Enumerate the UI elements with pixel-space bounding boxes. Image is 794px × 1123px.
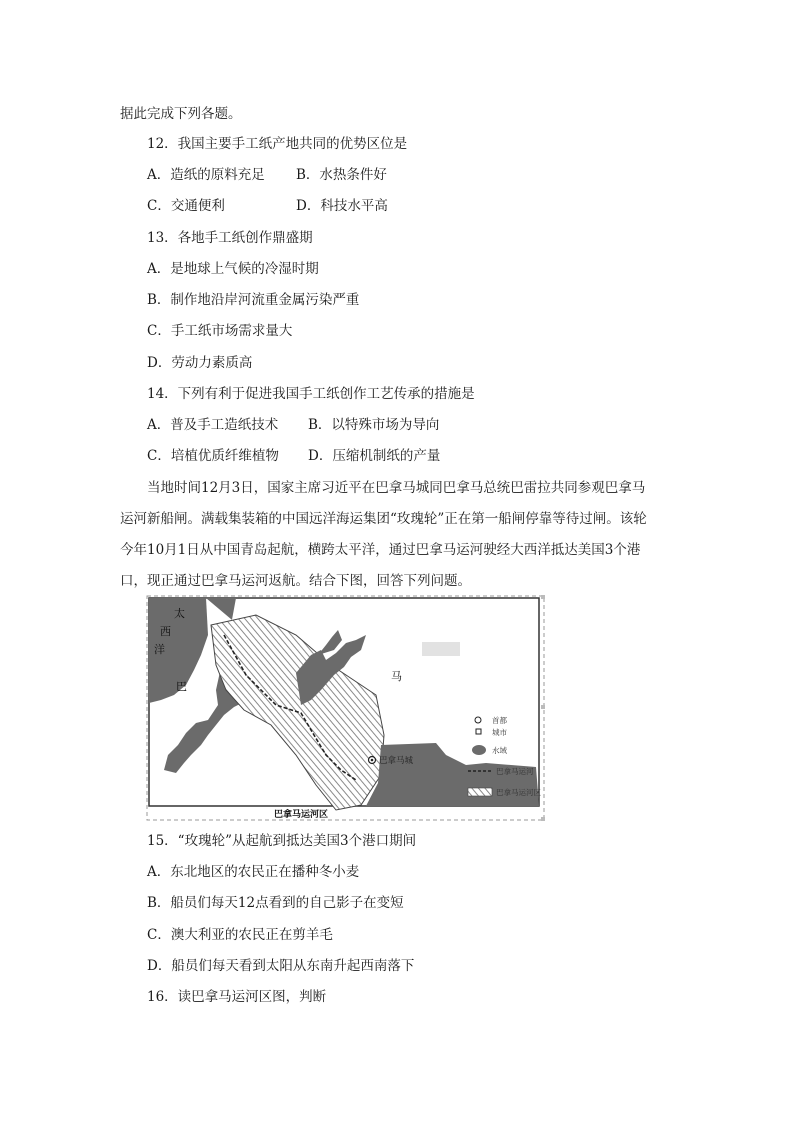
map-region-char-1: 太 <box>174 607 185 620</box>
question-14-option-c: C．培植优质纤维植物 <box>147 448 279 464</box>
legend-canal-zone-icon <box>468 788 492 796</box>
question-12-stem: 12．我国主要手工纸产地共同的优势区位是 <box>147 136 408 152</box>
question-14-option-a: A．普及手工造纸技术 <box>147 417 279 433</box>
instruction-text: 据此完成下列各题。 <box>120 106 242 122</box>
panama-canal-map <box>146 595 546 823</box>
passage-line-1: 当地时间12月3日，国家主席习近平在巴拿马城同巴拿马总统巴雷拉共同参观巴拿马 <box>147 480 646 496</box>
map-region-char-4: 巴 <box>176 680 187 693</box>
question-12-option-c: C．交通便利 <box>147 198 225 214</box>
question-15-option-c: C．澳大利亚的农民正在剪羊毛 <box>147 927 333 943</box>
legend-city: 城市 <box>492 728 507 737</box>
question-13-option-b: B．制作地沿岸河流重金属污染严重 <box>147 292 360 308</box>
question-14-option-b: B．以特殊市场为导向 <box>308 417 440 433</box>
legend-water: 水域 <box>492 746 507 755</box>
question-16-stem: 16．读巴拿马运河区图，判断 <box>147 989 327 1005</box>
image-artifact <box>422 642 460 656</box>
map-region-char-5: 马 <box>391 670 402 683</box>
legend-canal: 巴拿马运河 <box>496 767 534 776</box>
capital-marker-dot <box>371 759 374 762</box>
question-15-stem: 15．“玫瑰轮”从起航到抵达美国3个港口期间 <box>147 833 417 849</box>
question-14-stem: 14．下列有利于促进我国手工纸创作工艺传承的措施是 <box>147 386 475 402</box>
map-caption: 巴拿马运河区 <box>274 810 329 820</box>
map-region-char-2: 西 <box>160 625 171 638</box>
question-15-option-a: A．东北地区的农民正在播种冬小麦 <box>147 864 360 880</box>
question-13-stem: 13．各地手工纸创作鼎盛期 <box>147 230 313 246</box>
legend-capital-icon <box>475 717 481 723</box>
question-15-option-d: D．船员们每天看到太阳从东南升起西南落下 <box>147 958 415 974</box>
legend-city-icon <box>476 729 481 734</box>
passage-line-2: 运河新船闸。满载集装箱的中国远洋海运集团“玫瑰轮”正在第一船闸停靠等待过闸。该轮 <box>120 511 647 527</box>
question-12-option-b: B．水热条件好 <box>296 167 387 183</box>
panama-canal-map-svg <box>146 595 546 823</box>
question-12-option-d: D．科技水平高 <box>296 198 388 214</box>
question-13-option-a: A．是地球上气候的冷湿时期 <box>147 261 319 277</box>
question-15-option-b: B．船员们每天12点看到的自己影子在变短 <box>147 895 404 911</box>
question-12-option-a: A．造纸的原料充足 <box>147 167 265 183</box>
selection-handle <box>541 705 545 709</box>
question-13-option-d: D．劳动力素质高 <box>147 355 253 371</box>
selection-handle <box>541 595 545 599</box>
legend-capital: 首都 <box>492 716 507 725</box>
map-region-char-3: 洋 <box>154 643 165 656</box>
legend-canal-zone: 巴拿马运河区 <box>496 788 541 797</box>
question-13-option-c: C．手工纸市场需求量大 <box>147 323 293 339</box>
passage-line-4: 口，现正通过巴拿马运河返航。结合下图，回答下列问题。 <box>120 573 471 589</box>
passage-line-3: 今年10月1日从中国青岛起航，横跨太平洋，通过巴拿马运河驶经大西洋抵达美国3个港 <box>120 542 641 558</box>
selection-handle <box>541 817 545 821</box>
question-14-option-d: D．压缩机制纸的产量 <box>308 448 441 464</box>
city-label: 巴拿马城 <box>379 756 414 766</box>
legend-water-icon <box>472 745 486 755</box>
